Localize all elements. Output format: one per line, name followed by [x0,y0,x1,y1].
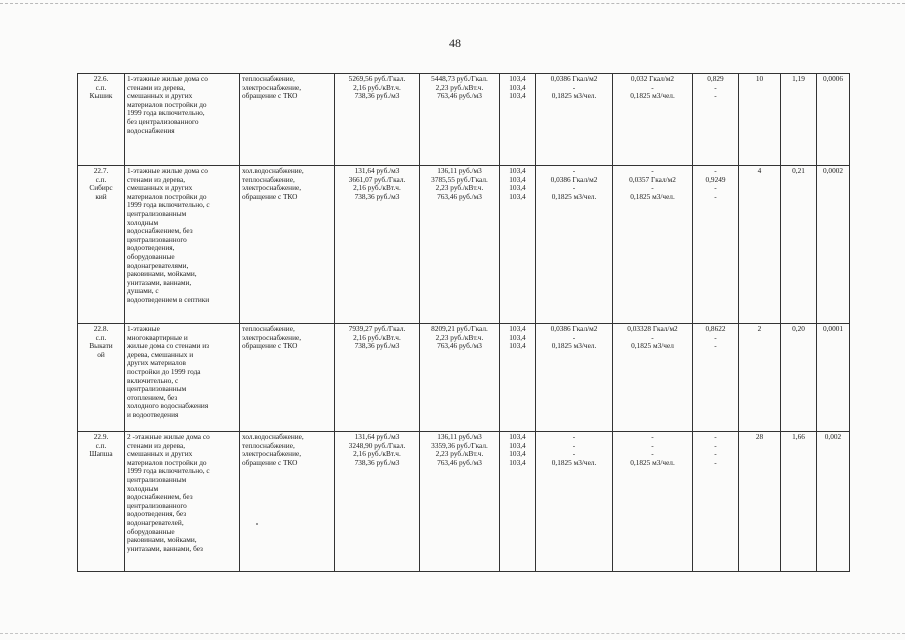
cell-line: 2,23 руб./кВт.ч. [435,449,484,459]
cell-line: раковинами, мойками, [127,269,197,279]
coefficient-cell [693,166,739,324]
tariff-current-cell [335,166,420,324]
cell-line: - [714,341,717,351]
ratio-cell: 0,0001 [817,324,850,432]
cell-line: Шапша [89,449,113,459]
cell-line: 136,11 руб./м3 [437,432,482,441]
table-body [78,74,850,572]
cell-line: 2,23 руб./кВт.ч. [435,332,484,342]
cell-line: 103,4 [509,166,526,175]
cell-line: 136,11 руб./м3 [437,166,482,175]
cell-line: с.п. [95,82,107,92]
services-cell [240,324,335,432]
cell-line: - [651,440,654,450]
norm-current-cell [536,432,613,572]
cell-line: 2,23 руб./кВт.ч. [435,183,484,193]
growth-index-cell [500,432,536,572]
growth-index-cell [500,74,536,166]
cell-line: 0,1825 м3/чел. [630,91,675,101]
cell-line: 8209,21 руб./Гкал. [431,324,488,333]
cell-line: водоснабжением, без [127,226,193,236]
cell-line: стенами из дерева, [127,440,186,450]
cell-line: - [714,82,717,92]
cell-line: - [714,440,717,450]
cell-line: 103,4 [509,174,526,184]
cell-line: 1-этажные жилые дома со [127,166,208,175]
coefficient-cell [693,324,739,432]
cell-line: 2,16 руб./кВт.ч. [353,332,401,342]
row-number-cell [78,74,125,166]
cell-line: Выкати [89,341,113,351]
table-row [78,166,850,324]
cell-line: 0,032 Гкал/м2 [630,74,675,83]
households-count-cell: 2 [739,324,781,432]
cell-line: 0,8622 [705,324,726,333]
cell-line: смешанных и других [127,183,193,193]
cell-line: 738,36 руб./м3 [354,341,400,351]
norm-new-cell [613,166,693,324]
norm-new-cell [613,74,693,166]
cell-line: электроснабжение, [242,183,302,193]
cell-line: 763,46 руб./м3 [437,341,482,351]
coefficient-cell [693,74,739,166]
row-number-cell [78,432,125,572]
cell-line: 0,829 [707,74,724,83]
cell-line: водоотведением в септики [127,294,210,304]
cell-line: 131,64 руб./м3 [354,166,400,175]
cell-line: 103,4 [509,191,526,201]
cell-line: теплоснабжение, [242,440,295,450]
cell-line: 22.7. [93,166,109,175]
table-row [78,74,850,166]
share-percent-cell: 0,21 [781,166,817,324]
cell-line: раковинами, мойками, [127,535,197,545]
norm-new-cell [613,324,693,432]
cell-line: 22.9. [93,432,109,441]
cell-line: с.п. [95,332,107,342]
cell-line: 2 -этажные жилые дома со [127,432,210,441]
page-number: 48 [449,36,461,50]
households-count-cell: 10 [739,74,781,166]
services-cell [240,74,335,166]
cell-line: 0,1825 м3/чел. [551,457,597,467]
cell-line: без централизованного [127,116,199,126]
cell-line: 0,9249 [705,174,726,184]
table-row [78,432,850,572]
share-percent-cell: 1,19 [781,74,817,166]
cell-line: с.п. [95,440,107,450]
cell-line: материалов постройки до [127,99,207,109]
cell-line: - [714,183,717,193]
cell-line: 103,4 [509,183,526,193]
cell-line: 763,46 руб./м3 [437,457,482,467]
cell-line: 1999 года включительно, [127,108,205,118]
tariff-new-cell [420,166,500,324]
cell-line: водонагревателями, [127,260,189,270]
services-cell [240,432,335,572]
cell-line: обращение с ТКО [242,91,298,101]
cell-line: 0,0386 Гкал/м2 [550,324,598,333]
cell-line: - [714,457,717,467]
households-count-cell: 4 [739,166,781,324]
cell-line: теплоснабжение, [242,74,295,83]
cell-line: 22.6. [93,74,109,83]
cell-line: 0,1825 м3/чел. [551,341,597,351]
coefficient-cell [693,432,739,572]
cell-line: водоотведения, без [127,509,187,519]
cell-line: - [714,166,717,175]
cell-line: 103,4 [509,440,526,450]
cell-line: 738,36 руб./м3 [354,457,400,467]
norm-current-cell [536,166,613,324]
cell-line: холодным [127,483,159,493]
ratio-cell: 0,0002 [817,166,850,324]
cell-line: 738,36 руб./м3 [354,191,400,201]
cell-line: теплоснабжение, [242,174,295,184]
cell-line: водоснабжения [127,125,175,135]
cell-line: - [572,166,576,175]
cell-line: - [651,449,654,459]
cell-line: постройки до 1999 года [127,366,201,376]
households-count-cell: 28 [739,432,781,572]
cell-line: жилые дома со стенами из [127,341,210,351]
cell-line: 0,0357 Гкал/м2 [629,174,676,184]
services-cell [240,166,335,324]
cell-line: 103,4 [509,432,526,441]
tariff-current-cell [335,324,420,432]
cell-line: - [714,449,717,459]
cell-line: материалов постройки до [127,191,207,201]
tariff-table [77,73,850,572]
cell-line: 1999 года включительно, с [127,200,210,210]
building-description-cell [125,324,240,432]
cell-line: 1-этажные жилые дома со [127,74,208,83]
cell-line: 3359,36 руб./Гкал. [431,440,488,450]
cell-line: 2,16 руб./кВт.ч. [353,82,401,92]
building-description-cell [125,166,240,324]
cell-line: - [572,440,576,450]
cell-line: - [714,332,717,342]
cell-line: 0,1825 м3/чел. [630,191,675,201]
cell-line: - [651,82,654,92]
cell-line: централизованного [127,234,187,244]
cell-line: 103,4 [509,449,526,459]
cell-line: обращение с ТКО [242,457,298,467]
cell-line: 103,4 [509,324,526,333]
cell-line: 738,36 руб./м3 [354,91,400,101]
share-percent-cell: 0,20 [781,324,817,432]
cell-line: включительно, с [127,375,179,385]
cell-line: водонагревателей, [127,517,184,527]
ratio-cell: 0,002 [817,432,850,572]
cell-line: - [572,82,576,92]
cell-line: 103,4 [509,332,526,342]
cell-line: дерева, смешанных и [127,349,194,359]
cell-line: многоквартирные и [127,332,188,342]
scan-edge-bottom [0,633,905,634]
cell-line: - [651,183,654,193]
cell-line: водоотведения, [127,243,175,253]
cell-line: других материалов [127,358,186,368]
norm-current-cell [536,324,613,432]
ratio-cell: 0,0006 [817,74,850,166]
cell-line: централизованным [127,208,187,218]
cell-line: 2,23 руб./кВт.ч. [435,82,484,92]
cell-line: - [572,332,576,342]
cell-line: с.п. [95,174,107,184]
cell-line: холодного водоснабжения [127,401,209,411]
cell-line: 103,4 [509,91,526,101]
cell-line: обращение с ТКО [242,191,298,201]
scan-edge-top [0,3,905,4]
tariff-current-cell [335,74,420,166]
cell-line: 3248,90 руб./Гкал. [348,440,406,450]
scan-speck [256,523,258,525]
cell-line: хол.водоснабжение, [242,166,304,175]
cell-line: 0,1825 м3/чел [631,341,674,351]
cell-line: Сибирс [89,183,113,193]
cell-line: 0,1825 м3/чел. [551,91,597,101]
cell-line: электроснабжение, [242,82,302,92]
cell-line: материалов постройки до [127,457,207,467]
cell-line: стенами из дерева, [127,174,186,184]
cell-line: 763,46 руб./м3 [437,191,482,201]
cell-line: 1-этажные [127,324,160,333]
cell-line: 0,1825 м3/чел. [630,457,675,467]
cell-line: 103,4 [509,457,526,467]
cell-line: хол.водоснабжение, [242,432,304,441]
cell-line: 103,4 [509,341,526,351]
cell-line: 5269,56 руб./Гкал. [348,74,406,83]
row-number-cell [78,166,125,324]
cell-line: 103,4 [509,74,526,83]
cell-line: централизованным [127,474,187,484]
cell-line: 0,1825 м3/чел. [551,191,597,201]
tariff-current-cell [335,432,420,572]
cell-line: душами, с [127,286,159,296]
tariff-new-cell [420,324,500,432]
cell-line: стенами из дерева, [127,82,186,92]
cell-line: - [572,449,576,459]
cell-line: 763,46 руб./м3 [437,91,482,101]
growth-index-cell [500,324,536,432]
cell-line: 2,16 руб./кВт.ч. [353,183,401,193]
cell-line: смешанных и других [127,91,193,101]
cell-line: 0,03328 Гкал/м2 [627,324,678,333]
cell-line: - [714,91,717,101]
cell-line: 5448,73 руб./Гкал. [431,74,488,83]
cell-line: 0,0386 Гкал/м2 [550,74,598,83]
cell-line: 0,0386 Гкал/м2 [550,174,598,184]
cell-line: - [651,432,654,441]
norm-new-cell [613,432,693,572]
cell-line: Кышик [89,91,113,101]
cell-line: - [651,166,654,175]
cell-line: 3661,07 руб./Гкал. [348,174,406,184]
cell-line: 2,16 руб./кВт.ч. [353,449,401,459]
cell-line: - [651,332,654,342]
cell-line: централизованного [127,500,187,510]
cell-line: 131,64 руб./м3 [354,432,400,441]
cell-line: ой [97,349,105,359]
cell-line: - [714,432,717,441]
cell-line: централизованным [127,384,187,394]
cell-line: 1999 года включительно, с [127,466,210,476]
cell-line: 7939,27 руб./Гкал. [348,324,406,333]
norm-current-cell [536,74,613,166]
cell-line: оборудованные [127,526,175,536]
cell-line: электроснабжение, [242,332,302,342]
cell-line: - [714,191,717,201]
cell-line: теплоснабжение, [242,324,295,333]
growth-index-cell [500,166,536,324]
cell-line: - [572,183,576,193]
cell-line: - [572,432,576,441]
cell-line: 103,4 [509,82,526,92]
cell-line: унитазами, ваннами, [127,277,192,287]
cell-line: и водоотведения [127,409,179,419]
cell-line: кий [95,191,107,201]
cell-line: 3785,55 руб./Гкал. [431,174,488,184]
cell-line: смешанных и других [127,449,193,459]
tariff-new-cell [420,432,500,572]
row-number-cell [78,324,125,432]
table-row [78,324,850,432]
tariff-new-cell [420,74,500,166]
building-description-cell [125,432,240,572]
cell-line: оборудованные [127,251,175,261]
cell-line: отоплением, без [127,392,178,402]
cell-line: обращение с ТКО [242,341,298,351]
cell-line: холодным [127,217,159,227]
cell-line: 22.8. [93,324,109,333]
cell-line: электроснабжение, [242,449,302,459]
cell-line: водоснабжением, без [127,492,193,502]
building-description-cell [125,74,240,166]
cell-line: унитазами, ваннами, без [127,543,203,553]
share-percent-cell: 1,66 [781,432,817,572]
